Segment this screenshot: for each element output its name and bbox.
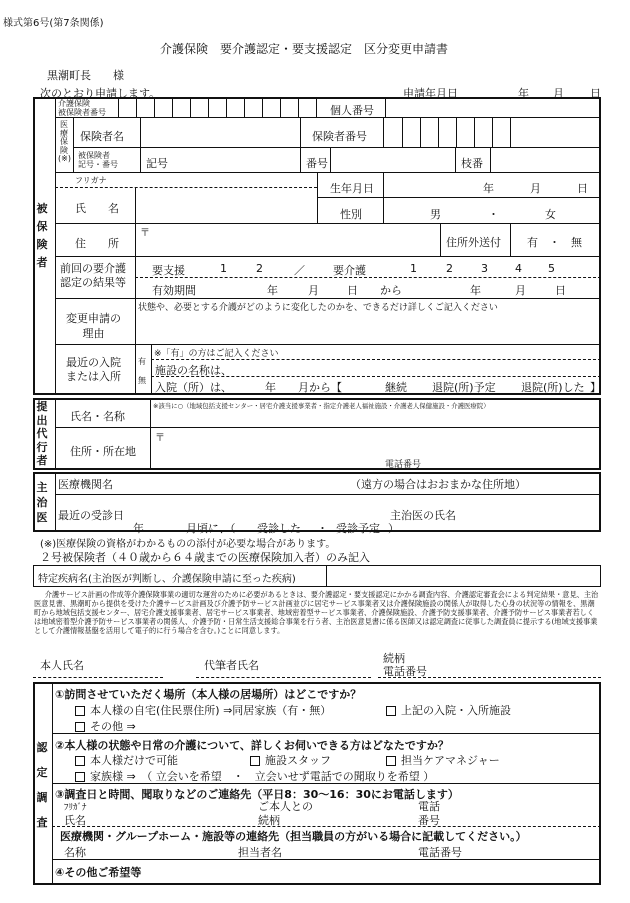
outside-send-options[interactable]: 有 ・ 無 [527, 236, 582, 249]
visit-close: ） [388, 522, 399, 535]
birth-year: 年 [483, 182, 494, 195]
birth-day: 日 [577, 182, 588, 195]
support-2[interactable]: 2 [256, 262, 263, 275]
q3-relation-label: 続柄 [258, 814, 280, 827]
period-to-month: 月 [515, 284, 526, 297]
facility-label: 施設の名称は、 [155, 364, 232, 377]
name-field[interactable] [136, 188, 316, 222]
status-close: 】 [590, 381, 601, 394]
q3-phone-top: 電話 [418, 800, 440, 813]
hospital-yes[interactable]: 有 [138, 357, 146, 366]
proxy-name-label: 代筆者氏名 [204, 659, 259, 672]
q3-inst-name-label: 名称 [64, 846, 86, 859]
support-label: 要支援 [152, 264, 185, 277]
gender-female[interactable]: 女 [545, 208, 556, 221]
gender-separator: ・ [488, 208, 499, 221]
applicant-side-label: 被 保 険 者 [36, 202, 48, 269]
page-title: 介護保険 要介護認定・要支援認定 区分変更申請書 [160, 42, 449, 56]
apply-day: 日 [590, 87, 601, 100]
far-address-note: （遠方の場合はおおまかな住所地） [350, 478, 526, 491]
period-to-day: 日 [555, 284, 566, 297]
q3-inst-phone-label: 電話番号 [418, 846, 462, 859]
period-kara: から [380, 284, 402, 297]
consent-text: 介護サービス計画の作成等介護保険事業の適切な運営のために必要があるときは、要介護認定・要支援認定にかかる調査内容、介護認定審査会による判定結果・意見、主治医意見書、黒潮町から提供を受けた介護サービス計画及び介護予防サービス計画並びに居宅サービス事業者又は介護保険施設の関係人が取得した心身の状況等の情報を、黒潮町から地域包括支援センター、居宅介護支援事業者、居宅サービス事業者、地域密着型サービス事業者、介護保険施設、介護予防支援事業者、介護予防サービス事業者若しくは地域密着型介護予防サービス事業者の関係人、介護予防・日常生活支援総合事業を行う者、主治医意見書に係る医師又は認定調査に従事した調査員に提示する(地域支援事業として介護情報基盤を活用して電子的に行う場合を含む。)ことに同意します。 [34, 590, 599, 635]
care-1[interactable]: 1 [410, 262, 417, 275]
period-to-year: 年 [470, 284, 481, 297]
form-number: 様式第6号(第7条関係) [3, 18, 104, 29]
hospital-note: ※「有」の方はご記入ください [154, 349, 279, 359]
prev-result-label: 前回の要介護 認定の結果等 [60, 262, 126, 289]
reason-label: 変更申請の 理由 [66, 312, 121, 340]
agent-postal-mark: 〒 [155, 433, 165, 444]
personal-no-field[interactable] [386, 98, 600, 116]
period-label: 有効期間 [152, 284, 196, 297]
checkbox-icon[interactable] [75, 706, 85, 716]
relation-label: 続柄 [383, 652, 405, 665]
type2-note: ２号被保険者（４０歳から６４歳までの医療保険加入者）のみ記入 [40, 551, 370, 564]
q2-heading: ②本人様の状態や日常の介護について、詳しくお伺いできる方はどなたですか？ [55, 739, 449, 752]
checkbox-icon[interactable] [250, 756, 260, 766]
q2-option-staff[interactable]: 施設スタッフ [250, 752, 331, 768]
self-name-label: 本人氏名 [40, 659, 84, 672]
apply-year: 年 [518, 87, 529, 100]
personal-no-label: 個人番号 [330, 104, 374, 117]
intro-text: 次のとおり申請します。 [40, 87, 161, 100]
status-discharged[interactable]: 退院(所)した [521, 381, 585, 394]
q3-furigana: ﾌﾘｶﾞﾅ [64, 803, 87, 813]
q1-option-facility[interactable]: 上記の入院・入所施設 [386, 702, 511, 718]
insurer-name-label: 保険者名 [80, 130, 124, 143]
period-from-month: 月 [308, 284, 319, 297]
bango-label: 番号 [306, 157, 328, 170]
hospital-label: 最近の入院 または入所 [66, 356, 121, 383]
addressee: 黒潮町長 様 [47, 69, 124, 82]
entry-year: 年 [265, 381, 276, 394]
apply-month: 月 [553, 87, 564, 100]
name-label: 氏 名 [75, 202, 119, 215]
visited-option[interactable]: 受診した [257, 522, 301, 535]
furigana-label: フリガナ [75, 176, 107, 185]
document-note: (※)医療保険の資格がわかるものの添付が必要な場合があります。 [40, 539, 336, 550]
outside-send-label: 住所外送付 [446, 236, 501, 249]
hospital-no[interactable]: 無 [138, 376, 146, 385]
checkbox-icon[interactable] [75, 756, 85, 766]
gender-male[interactable]: 男 [430, 208, 441, 221]
kigo-bango-label: 被保険者 記号・番号 [78, 151, 118, 169]
checkbox-icon[interactable] [75, 772, 85, 782]
planned-option[interactable]: 受診予定 [336, 522, 380, 535]
q3-institution-heading: 医療機関・グループホーム・施設等の連絡先（担当職員の方がいる場合に記載してください。） [60, 830, 527, 843]
checkbox-icon[interactable] [386, 756, 396, 766]
checkbox-icon[interactable] [75, 722, 85, 732]
period-from-year: 年 [267, 284, 278, 297]
birth-label: 生年月日 [330, 182, 374, 195]
address-postal-mark: 〒 [140, 228, 150, 239]
apply-date-label: 申請年月日 [403, 87, 458, 100]
medical-side-label: 医 療 保 険 (※) [58, 120, 71, 163]
agent-type-note: ※該当に○（地域包括支援センター・居宅介護支援事業者・指定介護老人福祉施設・介護老人保健施設・介護医療院） [153, 402, 490, 410]
agent-phone-label: 電話番号 [385, 460, 422, 470]
agent-side-label: 提 出 代 行 者 [36, 400, 48, 467]
gender-label: 性別 [340, 208, 362, 221]
status-discharge-plan[interactable]: 退院(所)予定 [432, 381, 496, 394]
q2-option-self[interactable]: 本人様だけで可能 [75, 752, 178, 768]
q1-option-other[interactable]: その他 ⇒ [75, 718, 136, 734]
q1-option-home[interactable]: 本人様の自宅(住民票住所) ⇒同居家族（有・無） [75, 702, 331, 718]
care-2[interactable]: 2 [446, 262, 453, 275]
checkbox-icon[interactable] [386, 706, 396, 716]
q3-heading: ③調査日と時間、聞取りなどのご連絡先（平日8：30～16：30にお電話します） [55, 788, 459, 801]
last-visit-label: 最近の受診日 [58, 509, 124, 522]
edaban-label: 枝番 [461, 157, 483, 170]
support-1[interactable]: 1 [220, 262, 227, 275]
doctor-side-label: 主 治 医 [36, 481, 48, 524]
survey-side-label: 認 定 調 査 [36, 741, 48, 829]
visit-month-around: 月頃に、（ [186, 522, 236, 535]
q2-option-family[interactable]: 家族様 ⇒ （ 立会いを希望 ・ 立会いせず電話での聞取りを希望 ） [75, 768, 434, 784]
level-slash: ／ [294, 264, 305, 277]
reason-field[interactable] [137, 312, 599, 342]
period-from-day: 日 [347, 284, 358, 297]
care-3[interactable]: 3 [481, 262, 488, 275]
care-5[interactable]: 5 [548, 262, 555, 275]
disease-label: 特定疾病名(主治医が判断し、介護保険申請に至った疾病) [38, 574, 296, 585]
entry-month-from: 月から【 [298, 381, 342, 394]
q1-heading: ①訪問させていただく場所（本人様の居場所）はどこですか？ [55, 688, 362, 701]
care-label: 要介護 [333, 264, 366, 277]
visit-dot: ・ [317, 522, 328, 535]
q2-option-caremanager[interactable]: 担当ケアマネジャー [386, 752, 500, 768]
reason-instruction: 状態や、必要とする介護がどのように変化したのかを、できるだけ詳しくご記入ください [138, 303, 498, 313]
agent-address-label: 住所・所在地 [70, 445, 136, 458]
visit-year: 年 [133, 522, 144, 535]
q3-name-label: 氏名 [64, 814, 86, 827]
address-label: 住 所 [75, 237, 119, 250]
sign-phone-label: 電話番号 [383, 665, 427, 678]
kigo-label: 記号 [146, 157, 168, 170]
doctor-name-label: 主治医の氏名 [390, 509, 456, 522]
q3-relation-top: ご本人との [258, 800, 313, 813]
q3-phone-label: 番号 [418, 814, 440, 827]
care-4[interactable]: 4 [515, 262, 522, 275]
insurer-no-label: 保険者番号 [312, 130, 367, 143]
insured-no-label: 介護保険 被保険者番号 [58, 99, 106, 117]
birth-month: 月 [530, 182, 541, 195]
status-continue[interactable]: 継続 [385, 381, 407, 394]
agent-name-label: 氏名・名称 [70, 410, 125, 423]
q3-staff-label: 担当者名 [238, 846, 282, 859]
entry-label: 入院（所）は、 [155, 381, 232, 394]
institution-label: 医療機関名 [58, 478, 113, 491]
q4-heading: ④その他ご希望等 [55, 866, 142, 879]
